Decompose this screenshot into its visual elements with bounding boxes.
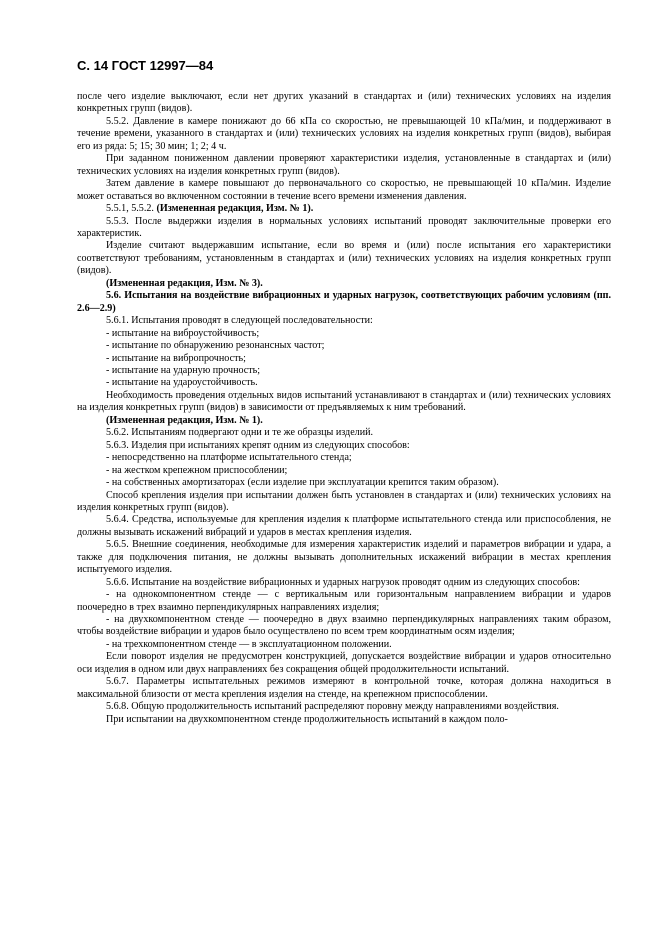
page-header: С. 14 ГОСТ 12997—84 [77, 58, 214, 73]
paragraph: 5.5.3. После выдержки изделия в нормальных условиях испытаний проводят заключительные проверки его характеристик. [77, 215, 611, 239]
list-item: - на двухкомпонентном стенде — поочередно в двух взаимно перпендикулярных направлениях таким образом, чтобы воздействие вибрации и ударов было осуществлено по всем трем координатным осям изделия; [77, 614, 611, 638]
list-item: - испытание на ударную прочность; [106, 364, 261, 376]
paragraph: Изделие считают выдержавшим испытание, если во время и (или) после испытания его характеристики соответствуют требованиям, установленным в стандартах и (или) технических условиях на изделия конкретных групп (видов). [77, 240, 611, 277]
paragraph: При заданном пониженном давлении проверяют характеристики изделия, установленные в стандартах и (или) технических условиях на изделия конкретных групп (видов). [77, 153, 611, 177]
list-item: - испытание на вибропрочность; [106, 352, 246, 364]
clause-ref: 5.5.1, 5.5.2. [106, 203, 154, 215]
paragraph: 5.6.5. Внешние соединения, необходимые для измерения характеристик изделий и параметров вибрации и удара, а также для подключения питания, не должны вызывать дополнительных искажений вибрации в местах крепления испытуемого изделия. [77, 539, 611, 576]
paragraph: Необходимость проведения отдельных видов испытаний устанавливают в стандартах и (или) технических условиях на изделия конкретных групп (видов) в зависимости от предъявляемых к ним требований. [77, 389, 611, 414]
paragraph: 5.6.3. Изделия при испытаниях крепят одним из следующих способов: [106, 439, 410, 451]
paragraph: Способ крепления изделия при испытании должен быть установлен в стандартах и (или) технических условиях на изделия конкретных групп (видов). [77, 489, 611, 513]
amendment-label: (Измененная редакция, Изм. № 1). [156, 203, 314, 215]
body-text [77, 91, 611, 726]
amendment-note: (Измененная редакция, Изм. № 3). [106, 277, 263, 289]
amendment-note: (Измененная редакция, Изм. № 1). [106, 414, 263, 426]
list-item: - испытание на удароустойчивость. [106, 377, 258, 389]
paragraph: 5.6.6. Испытание на воздействие вибрационных и ударных нагрузок проводят одним из следующих способов: [106, 576, 580, 588]
paragraph: При испытании на двухкомпонентном стенде продолжительность испытаний в каждом поло- [106, 713, 508, 725]
list-item: - на трехкомпонентном стенде — в эксплуатационном положении. [106, 638, 392, 650]
list-item: - на собственных амортизаторах (если изделие при эксплуатации крепится таким образом). [106, 477, 499, 489]
paragraph: 5.6.2. Испытаниям подвергают одни и те же образцы изделий. [106, 427, 374, 439]
list-item: - испытание на виброустойчивость; [106, 327, 260, 339]
paragraph: 5.6.4. Средства, используемые для крепления изделия к платформе испытательного стенда или приспособления, не должны вызывать искажений вибраций и ударов в местах крепления изделия. [77, 514, 611, 538]
list-item: - на однокомпонентном стенде — с вертикальным или горизонтальным направлением вибрации и ударов поочередно в трех взаимно перпендикулярных направлениях изделия; [77, 589, 611, 613]
list-item: - на жестком крепежном приспособлении; [106, 464, 288, 476]
paragraph: 5.5.2. Давление в камере понижают до 66 кПа со скоростью, не превышающей 10 кПа/мин, и поддерживают в течение времени, указанного в стандартах и (или) технических условиях на изделия конкретных групп (видов), выбирая его из ряда: 5; 15; 30 мин; 1; 2; 4 ч. [77, 115, 611, 152]
paragraph: 5.6.1. Испытания проводят в следующей последовательности: [106, 315, 373, 327]
paragraph: 5.6.8. Общую продолжительность испытаний распределяют поровну между направлениями воздействия. [106, 701, 559, 713]
list-item: - непосредственно на платформе испытательного стенда; [106, 452, 352, 464]
section-heading: 5.6. Испытания на воздействие вибрационных и ударных нагрузок, соответствующих рабочим условиям (пп. 2.6—2.9) [77, 290, 611, 314]
paragraph: Если поворот изделия не предусмотрен конструкцией, допускается воздействие вибрации и ударов относительно оси изделия в одном или двух направлениях без сокращения общей продолжительности испытаний. [77, 651, 611, 675]
list-item: - испытание по обнаружению резонансных частот; [106, 340, 325, 352]
paragraph: Затем давление в камере повышают до первоначального со скоростью, не превышающей 10 кПа/мин. Изделие может оставаться во включенном состоянии в течение всего времени изменения давления. [77, 178, 611, 202]
paragraph: 5.6.7. Параметры испытательных режимов измеряют в контрольной точке, которая должна находиться в максимальной близости от места крепления изделия на стенде, на крепежном приспособлении. [77, 676, 611, 700]
paragraph: после чего изделие выключают, если нет других указаний в стандартах и (или) технических условиях на изделия конкретных групп (видов). [77, 91, 611, 115]
amendment-note [77, 203, 611, 215]
